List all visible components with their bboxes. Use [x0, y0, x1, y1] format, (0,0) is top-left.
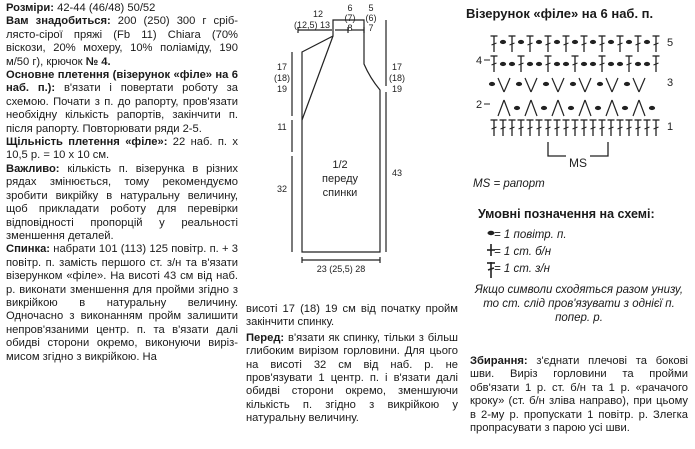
fan-r2-1-a — [525, 100, 531, 116]
row-number-1: 1 — [666, 121, 674, 133]
ms-bracket — [548, 142, 608, 156]
legend-note: Якщо символи сходяться разом унизу, то ст. слід пров'язувати з однієї п. попер. р. — [474, 284, 684, 324]
ch-r2-5 — [649, 106, 654, 109]
ch-r4-5 — [536, 62, 541, 65]
ch-r4-2 — [509, 62, 514, 65]
stitch-chart — [470, 30, 685, 170]
dim-left-32: 32 — [276, 184, 288, 194]
dim-top-mid-sub2: 8 — [347, 23, 353, 33]
ch-r5-15 — [626, 40, 631, 43]
fan-r3-5-b — [639, 78, 645, 92]
fan-r2-3-b — [585, 100, 591, 116]
ch-r3-3 — [570, 82, 575, 85]
assembly-block — [470, 355, 688, 435]
assembly-label: Збирання: — [470, 355, 528, 367]
fan-r3-0-a — [498, 78, 504, 92]
row-number-4: 4 — [475, 55, 483, 67]
row-number-2: 2 — [475, 99, 483, 111]
legend-title: Умовні позначення на схемі: — [478, 207, 655, 221]
row-number-3: 3 — [666, 77, 674, 89]
materials-text: 200 (250) 300 г сріб-лясто-сірої пряжі (Fb 11) Chiara (70% віскози, 20% мохеру, 10% поліаміду, 190 м/50 г), крючок — [6, 15, 238, 68]
ch-r5-3 — [518, 40, 523, 43]
ch-r3-4 — [597, 82, 602, 85]
ch-r4-10 — [581, 62, 586, 65]
middle-text-column — [246, 303, 458, 426]
chart-title: Візерунок «філе» на 6 наб. п. — [466, 6, 654, 21]
density-text: 22 наб. п. х 10,5 р. = 10 х 10 см. — [6, 136, 238, 162]
density-label: Щільність плетення «філе»: — [6, 136, 168, 149]
legend-single-crochet: = 1 ст. б/н — [494, 246, 552, 258]
legend-list — [494, 227, 567, 278]
ch-r4-7 — [554, 62, 559, 65]
fan-r2-3-a — [579, 100, 585, 116]
left-text-column — [6, 0, 238, 364]
fan-r3-2-b — [558, 78, 564, 92]
dim-right-18: (18) — [388, 73, 406, 83]
dim-top-left: 12 — [312, 9, 324, 19]
fan-r3-0-b — [504, 78, 510, 92]
dim-right-17: 17 — [391, 62, 403, 72]
ch-r4-4 — [527, 62, 532, 65]
ch-r5-9 — [572, 40, 577, 43]
pattern-label: Основне плетення (візерунок «філе» на 6 наб. п.): — [6, 69, 238, 95]
back-text: набрати 101 (113) 125 повітр. п. + 3 повітр. п. замість першого ст. з/н та в'язати візерунком «філе». На висоті 43 см від наб. р. виконати зменшення для пройми згідно з викрійкою в натуральну величину. Одночасно з виконанням пройм залишити непров'язаними центр. п. та в'язати далі обидві сторони окремо, виконуючи виріз-мисом згідно з викрійкою. На — [6, 243, 239, 363]
important-label: Важливо: — [6, 162, 60, 175]
ch-r4-1 — [500, 62, 505, 65]
materials-label: Вам знадобиться: — [6, 15, 111, 28]
row-number-5: 5 — [666, 37, 674, 49]
neckline-curve — [302, 36, 333, 120]
dim-right-43: 43 — [391, 168, 403, 178]
ch-r4-17 — [644, 62, 649, 65]
legend-chain: = 1 повітр. п. — [494, 229, 567, 241]
fan-r2-4-b — [612, 100, 618, 116]
fan-r2-0-a — [498, 100, 504, 116]
dim-right-19: 19 — [391, 84, 403, 94]
ch-r4-13 — [608, 62, 613, 65]
dim-left-11: 11 — [277, 122, 287, 132]
dim-top-left-sub: (12,5) 13 — [293, 20, 331, 30]
assembly-text: з'єднати плечові та бокові шви. Виріз горловини та пройми обв'язати 1 р. ст. б/н та 1 р. «рачачого кроку» (ст. б/н зліва направо), при цьому в 2-му р. пропускати 1 повітр. р. Злегка пропрасувати з парою усі шви. — [470, 355, 689, 435]
dim-top-mid: 6 — [347, 3, 353, 13]
hook-size: № 4. — [85, 55, 111, 68]
fan-r2-5-a — [633, 100, 639, 116]
ch-r3-1 — [516, 82, 521, 85]
ch-r4-8 — [563, 62, 568, 65]
pattern-text: в'язати і повертати роботу за схемою. Почати з п. до рапорту, пров'язати необхідну кількість рапортів, закінчити п. після рапорту. Повторювати ряди 2-5. — [6, 82, 239, 135]
fan-r2-5-b — [639, 100, 645, 116]
dim-left-18: (18) — [273, 73, 291, 83]
fan-r3-5-a — [633, 78, 639, 92]
dim-top-right: 5 — [368, 3, 374, 13]
fan-r3-3-b — [585, 78, 591, 92]
right-column — [466, 0, 692, 20]
ms-label: MS — [569, 156, 587, 170]
dim-left-17: 17 — [276, 62, 288, 72]
sizes-text: 42-44 (46/48) 50/52 — [57, 2, 156, 14]
ms-note: MS = рапорт — [473, 178, 545, 190]
garment-schematic — [262, 2, 412, 278]
dim-left-19: 19 — [276, 84, 288, 94]
ch-r5-1 — [500, 40, 505, 43]
ch-r2-0 — [514, 106, 519, 109]
fan-r2-0-b — [504, 100, 510, 116]
ch-r5-11 — [590, 40, 595, 43]
dim-bottom: 23 (25,5) 28 — [316, 264, 366, 274]
ch-r4-16 — [635, 62, 640, 65]
fan-r2-1-b — [531, 100, 537, 116]
fan-r2-2-b — [558, 100, 564, 116]
ch-r5-7 — [554, 40, 559, 43]
important-text: кількість п. візерунка в різних рядах змінюється, тому рекомендуємо зробити викрійку в натуральну величину, щоб прикладати роботу для перевірки відповідності пропорцій у реальності зменшення деталей. — [6, 162, 238, 242]
ch-r5-5 — [536, 40, 541, 43]
schematic-outline — [302, 20, 380, 252]
fan-r2-2-a — [552, 100, 558, 116]
sizes-label: Розміри: — [6, 2, 54, 14]
ch-r4-14 — [617, 62, 622, 65]
ch-r4-11 — [590, 62, 595, 65]
fan-r3-4-b — [612, 78, 618, 92]
piece-label-2: переду — [322, 173, 358, 185]
ch-r5-13 — [608, 40, 613, 43]
ch-r2-2 — [568, 106, 573, 109]
ch-r5-17 — [644, 40, 649, 43]
ch-r3-5 — [624, 82, 629, 85]
piece-label-1: 1/2 — [332, 159, 348, 171]
dim-top-right-sub1: (6) — [365, 13, 377, 23]
front-label: Перед: — [246, 331, 285, 344]
back-label: Спинка: — [6, 243, 51, 256]
front-text: в'язати як спинку, тільки з більш глибоким вирізом горловини. Для цього на висоті 32 см від наб. р. не пров'язувати 1 центр. п. і в'язати далі обидві сторони окремо, зменшуючи кількість п. згідно з викрійкою у натуральну величину. — [246, 331, 458, 425]
ch-r2-4 — [622, 106, 627, 109]
fan-r3-4-a — [606, 78, 612, 92]
back-finish-text: висоті 17 (18) 19 см від початку пройм закінчити спинку. — [246, 303, 458, 329]
ch-r3-2 — [543, 82, 548, 85]
piece-label-3: спинки — [322, 187, 358, 199]
dim-top-mid-sub1: (7) — [344, 13, 356, 23]
fan-r3-1-a — [525, 78, 531, 92]
fan-r3-3-a — [579, 78, 585, 92]
fan-r2-4-a — [606, 100, 612, 116]
legend-double-crochet: = 1 ст. з/н — [494, 263, 550, 275]
ch-r3-0 — [489, 82, 494, 85]
dim-top-right-sub2: 7 — [368, 23, 374, 33]
fan-r3-1-b — [531, 78, 537, 92]
ch-r2-1 — [541, 106, 546, 109]
ch-r2-3 — [595, 106, 600, 109]
fan-r3-2-a — [552, 78, 558, 92]
